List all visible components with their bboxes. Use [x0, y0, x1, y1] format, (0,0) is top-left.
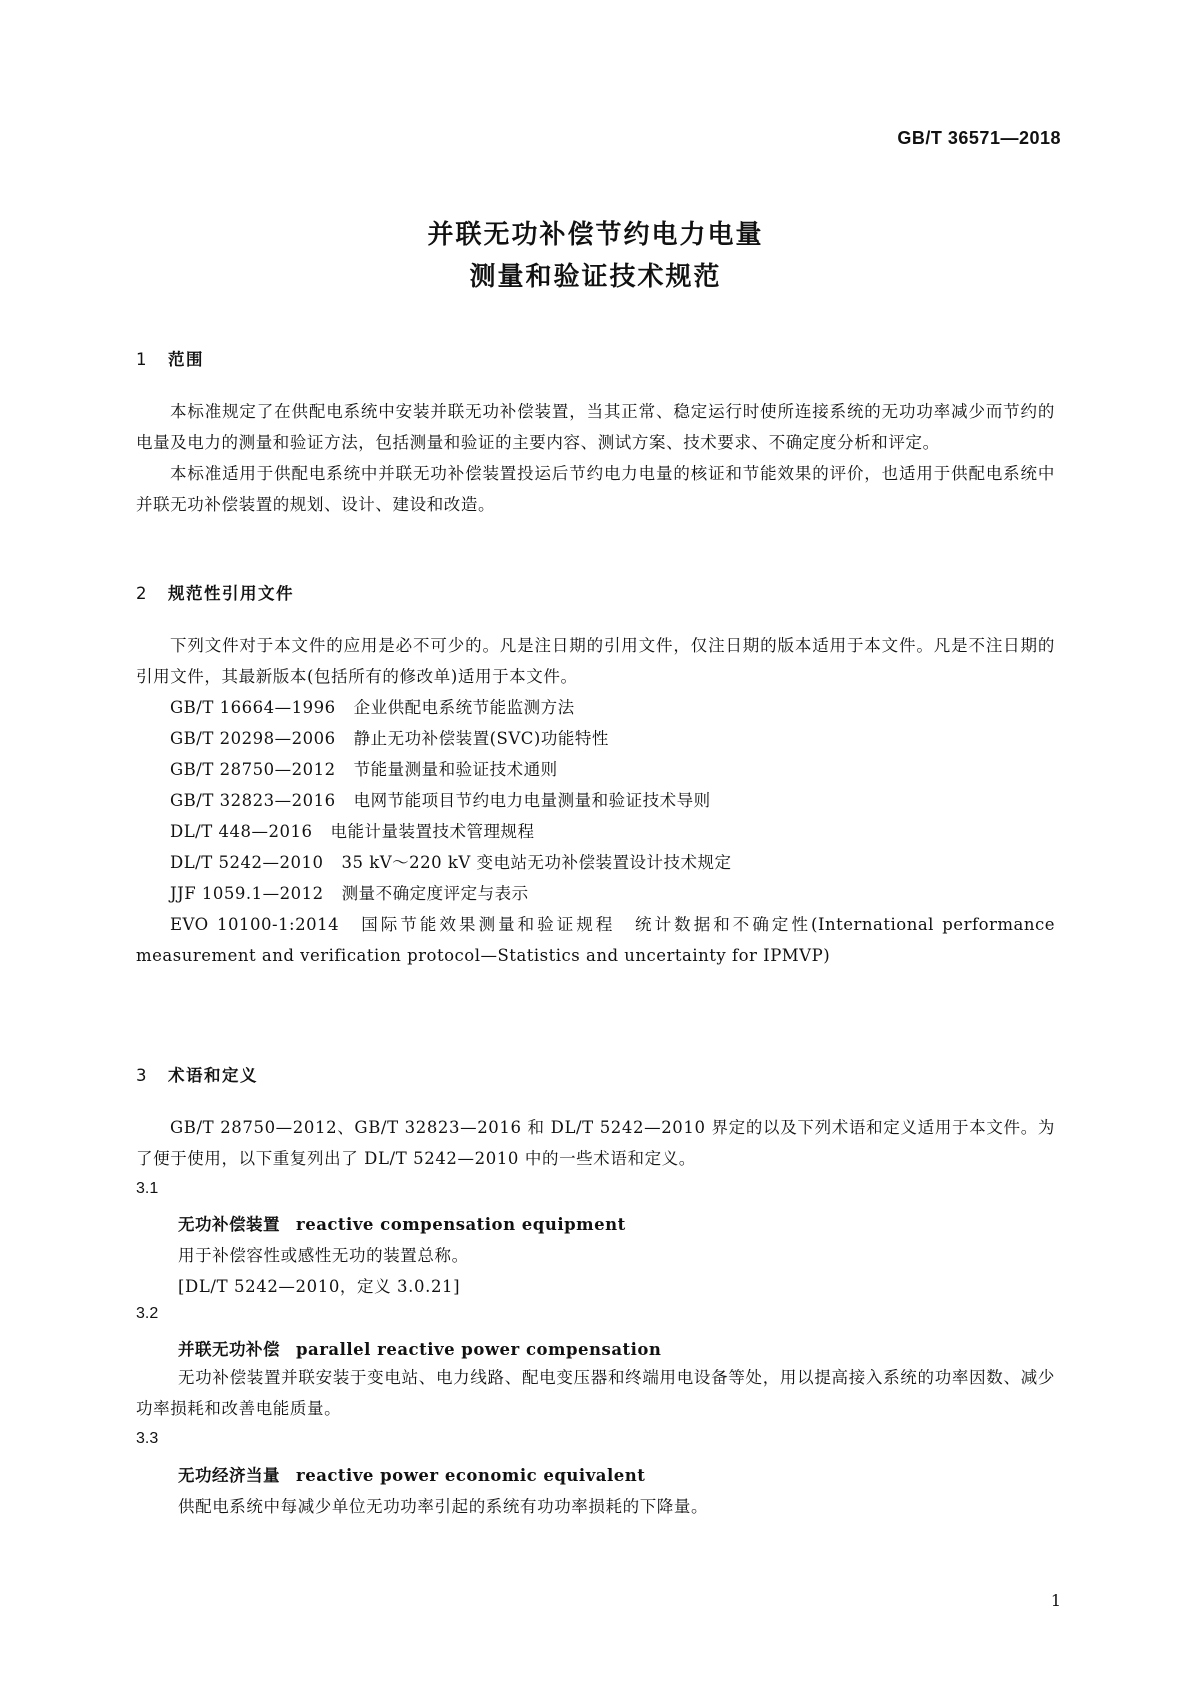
paragraph: 本标准规定了在供配电系统中安装并联无功补偿装置，当其正常、稳定运行时使所连接系统的无功功率减少而节约的电量及电力的测量和验证方法，包括测量和验证的主要内容、测试方案、技术要求、不确定度分析和评定。: [136, 402, 1055, 452]
reference-code: DL/T 448—2016: [170, 822, 313, 841]
reference-item: [136, 754, 1055, 785]
reference-code: JJF 1059.1—2012: [170, 884, 324, 903]
term-definition: 无功补偿装置并联安装于变电站、电力线路、配电变压器和终端用电设备等处，用以提高接入系统的功率因数、减少功率损耗和改善电能质量。: [136, 1368, 1055, 1418]
term-number: 3.3: [136, 1430, 159, 1447]
section-number: 2: [136, 584, 148, 603]
section-1-body: [136, 396, 1055, 520]
reference-title: 测量不确定度评定与表示: [341, 884, 529, 903]
term-name: [178, 1462, 645, 1486]
reference-title: 35 kV～220 kV 变电站无功补偿装置设计技术规定: [341, 853, 732, 872]
reference-title: 电网节能项目节约电力电量测量和验证技术导则: [353, 791, 711, 810]
reference-item: [136, 816, 1055, 847]
section-1-heading: [136, 346, 204, 370]
page-number: 1: [1050, 1591, 1061, 1610]
reference-title: 企业供配电系统节能监测方法: [353, 698, 575, 717]
section-3-heading: [136, 1062, 258, 1086]
paragraph: 本标准适用于供配电系统中并联无功补偿装置投运后节约电力电量的核证和节能效果的评价，也适用于供配电系统中并联无功补偿装置的规划、设计、建设和改造。: [136, 464, 1055, 514]
section-number: 3: [136, 1066, 148, 1085]
section-title: 范围: [168, 350, 204, 369]
paragraph: GB/T 28750—2012、GB/T 32823—2016 和 DL/T 5242—2010 界定的以及下列术语和定义适用于本文件。为了便于使用，以下重复列出了 DL/T 5242—2010 中的一些术语和定义。: [136, 1118, 1055, 1168]
document-title-line2: 测量和验证技术规范: [469, 262, 722, 292]
reference-code: GB/T 20298—2006: [170, 729, 336, 748]
reference-code: GB/T 28750—2012: [170, 760, 336, 779]
reference-code: DL/T 5242—2010: [170, 853, 324, 872]
term-name-cn: 无功经济当量: [178, 1466, 280, 1485]
section-number: 1: [136, 350, 148, 369]
term-number: 3.2: [136, 1305, 159, 1322]
section-3-intro: [136, 1112, 1055, 1174]
reference-code: GB/T 32823—2016: [170, 791, 336, 810]
term-definition: 用于补偿容性或感性无功的装置总称。: [178, 1246, 469, 1265]
reference-item-evo: EVO 10100-1:2014 国际节能效果测量和验证规程 统计数据和不确定性(International performance measurement and verification protocol—Statistics and uncertainty for IPMVP): [136, 915, 1055, 965]
section-2-intro: [136, 630, 1055, 692]
reference-item: [136, 723, 1055, 754]
reference-item: [136, 878, 1055, 909]
term-definition: 供配电系统中每减少单位无功功率引起的系统有功功率损耗的下降量。: [178, 1497, 709, 1516]
term-number: 3.1: [136, 1180, 159, 1197]
term-name-en: reactive compensation equipment: [296, 1215, 626, 1234]
reference-title: 节能量测量和验证技术通则: [353, 760, 558, 779]
term-name-cn: 无功补偿装置: [178, 1215, 280, 1234]
term-name-en: reactive power economic equivalent: [296, 1466, 646, 1485]
reference-item: [136, 785, 1055, 816]
reference-code: GB/T 16664—1996: [170, 698, 336, 717]
reference-item: [136, 847, 1055, 878]
term-name-en: parallel reactive power compensation: [296, 1340, 662, 1359]
normative-reference-list: [136, 692, 1055, 971]
reference-title: 电能计量装置技术管理规程: [330, 822, 535, 841]
term-name: [178, 1211, 626, 1235]
paragraph: 下列文件对于本文件的应用是必不可少的。凡是注日期的引用文件，仅注日期的版本适用于本文件。凡是不注日期的引用文件，其最新版本(包括所有的修改单)适用于本文件。: [136, 636, 1055, 686]
term-name: [178, 1336, 661, 1360]
document-title-line1: 并联无功补偿节约电力电量: [427, 220, 764, 250]
standard-code: GB/T 36571—2018: [897, 128, 1061, 148]
section-2-heading: [136, 580, 294, 604]
reference-item: [136, 692, 1055, 723]
section-title: 术语和定义: [168, 1066, 258, 1085]
reference-title: 静止无功补偿装置(SVC)功能特性: [353, 729, 609, 748]
term-source: [DL/T 5242—2010，定义 3.0.21]: [178, 1277, 461, 1296]
term-name-cn: 并联无功补偿: [178, 1340, 280, 1359]
section-title: 规范性引用文件: [168, 584, 294, 603]
